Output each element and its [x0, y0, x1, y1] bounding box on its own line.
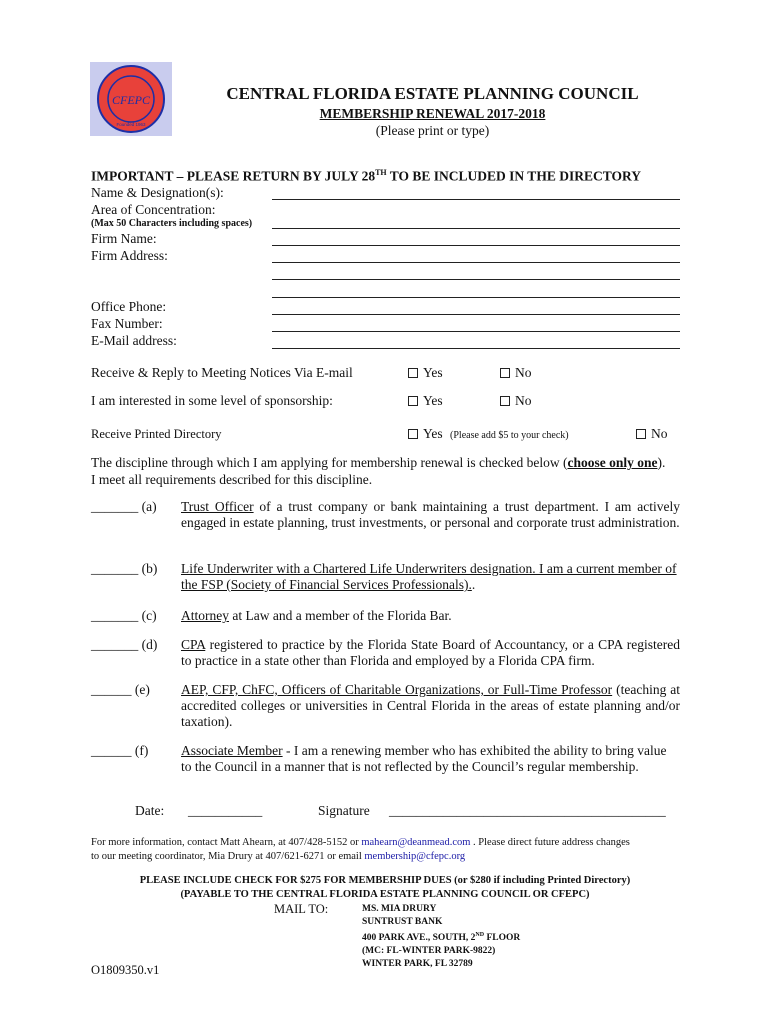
discipline-blank-d[interactable]: _______ (d) — [91, 637, 158, 652]
payment-instruction: PLEASE INCLUDE CHECK FOR $275 FOR MEMBERSHIP DUES (or $280 if including Printed Directory) — [139, 875, 631, 886]
print-instruction: (Please print or type) — [375, 123, 490, 138]
discipline-blank-a[interactable]: _______ (a) — [91, 499, 157, 514]
email-label: E-Mail address: — [91, 333, 177, 348]
contact-info: For more information, contact Matt Ahearn, at 407/428-5152 or mahearn@deanmead.com . Please direct future address changes to our meeting coordinator, Mia Drury at 407/621-6271 or email membership@cfepc.org — [91, 837, 630, 862]
mail-to-label: MAIL TO: — [274, 902, 329, 916]
signature-label: Signature — [318, 803, 370, 818]
name-label: Name & Designation(s): — [91, 185, 224, 200]
discipline-text-f: Associate Member - I am a renewing member who has exhibited the ability to bring value to the Council in a manner that is not reflected by the Council’s regular membership. — [181, 743, 667, 774]
discipline-text-d: CPA registered to practice by the Florida State Board of Accountancy, or a CPA registered to practice in a state other than Florida and employed by a Florida CPA firm. — [181, 637, 680, 668]
max-characters-note: (Max 50 Characters including spaces) — [91, 218, 253, 229]
concentration-label: Area of Concentration: — [91, 202, 216, 217]
meeting-notices-yes[interactable]: Yes — [408, 365, 443, 381]
email-field[interactable] — [272, 348, 680, 349]
page-title: CENTRAL FLORIDA ESTATE PLANNING COUNCIL — [226, 84, 639, 103]
contact-email-link[interactable]: mahearn@deanmead.com — [361, 837, 471, 848]
firm-name-label: Firm Name: — [91, 231, 157, 246]
signature-field[interactable]: _________________________________________ — [389, 803, 666, 818]
office-phone-field[interactable] — [272, 314, 680, 315]
meeting-notices-no[interactable]: No — [500, 365, 532, 381]
discipline-text-c: Attorney at Law and a member of the Florida Bar. — [181, 608, 452, 623]
discipline-blank-c[interactable]: _______ (c) — [91, 608, 157, 623]
fax-label: Fax Number: — [91, 316, 163, 331]
printed-directory-question: Receive Printed Directory — [91, 427, 222, 441]
printed-directory-yes[interactable]: Yes (Please add $5 to your check) — [408, 426, 569, 442]
firm-address-field-3[interactable] — [272, 297, 680, 298]
firm-address-label: Firm Address: — [91, 248, 168, 263]
firm-name-field[interactable] — [272, 245, 680, 246]
document-id: O1809350.v1 — [91, 963, 160, 977]
meeting-notices-question: Receive & Reply to Meeting Notices Via E-mail — [91, 365, 353, 380]
page-subtitle: MEMBERSHIP RENEWAL 2017-2018 — [319, 106, 546, 121]
mailing-address: MS. MIA DRURY SUNTRUST BANK 400 PARK AVE., SOUTH, 2ND FLOOR (MC: FL-WINTER PARK-9822) WINTER PARK, FL 32789 — [362, 904, 521, 970]
discipline-blank-b[interactable]: _______ (b) — [91, 561, 158, 576]
name-field[interactable] — [272, 199, 680, 200]
discipline-text-e: AEP, CFP, ChFC, Officers of Charitable Organizations, or Full-Time Professor (teaching at accredited colleges or universities in Central Florida in the areas of estate planning and/or taxation). — [181, 682, 681, 729]
date-label: Date: — [135, 803, 165, 818]
firm-address-field-2[interactable] — [272, 279, 680, 280]
fax-field[interactable] — [272, 331, 680, 332]
checkbox-icon — [500, 368, 510, 378]
logo — [90, 62, 172, 136]
logo-text: CFEPC — [112, 93, 150, 107]
office-phone-label: Office Phone: — [91, 299, 167, 314]
sponsorship-no[interactable]: No — [500, 393, 532, 409]
checkbox-icon — [408, 396, 418, 406]
date-field[interactable]: ___________ — [188, 803, 263, 818]
discipline-text-b: Life Underwriter with a Chartered Life Underwriters designation. I am a current member of the FSP (Society of Financial Services Professionals).. — [181, 561, 677, 592]
checkbox-icon — [408, 368, 418, 378]
checkbox-icon — [636, 429, 646, 439]
discipline-intro: The discipline through which I am applying for membership renewal is checked below (choose only one). — [91, 455, 666, 470]
logo-bottom-text: Founded 1963 — [116, 122, 146, 127]
checkbox-icon — [408, 429, 418, 439]
add-five-note: (Please add $5 to your check) — [450, 430, 569, 441]
sponsorship-yes[interactable]: Yes — [408, 393, 443, 409]
checkbox-icon — [500, 396, 510, 406]
discipline-blank-e[interactable]: ______ (e) — [91, 682, 150, 697]
firm-address-field-1[interactable] — [272, 262, 680, 263]
printed-directory-no[interactable]: No — [636, 426, 668, 442]
discipline-blank-f[interactable]: ______ (f) — [91, 743, 149, 758]
sponsorship-question: I am interested in some level of sponsorship: — [91, 393, 333, 408]
membership-email-link[interactable]: membership@cfepc.org — [364, 851, 466, 862]
concentration-field[interactable] — [272, 228, 680, 229]
discipline-intro-line2: I meet all requirements described for this discipline. — [91, 472, 373, 487]
important-notice: IMPORTANT – PLEASE RETURN BY JULY 28TH TO BE INCLUDED IN THE DIRECTORY — [91, 168, 641, 184]
payable-to: (PAYABLE TO THE CENTRAL FLORIDA ESTATE PLANNING COUNCIL OR CFEPC) — [180, 889, 590, 900]
discipline-text-a: Trust Officer of a trust company or bank maintaining a trust department. I am actively engaged in estate planning, trust investments, or personal and corporate trust administration. — [181, 499, 680, 530]
